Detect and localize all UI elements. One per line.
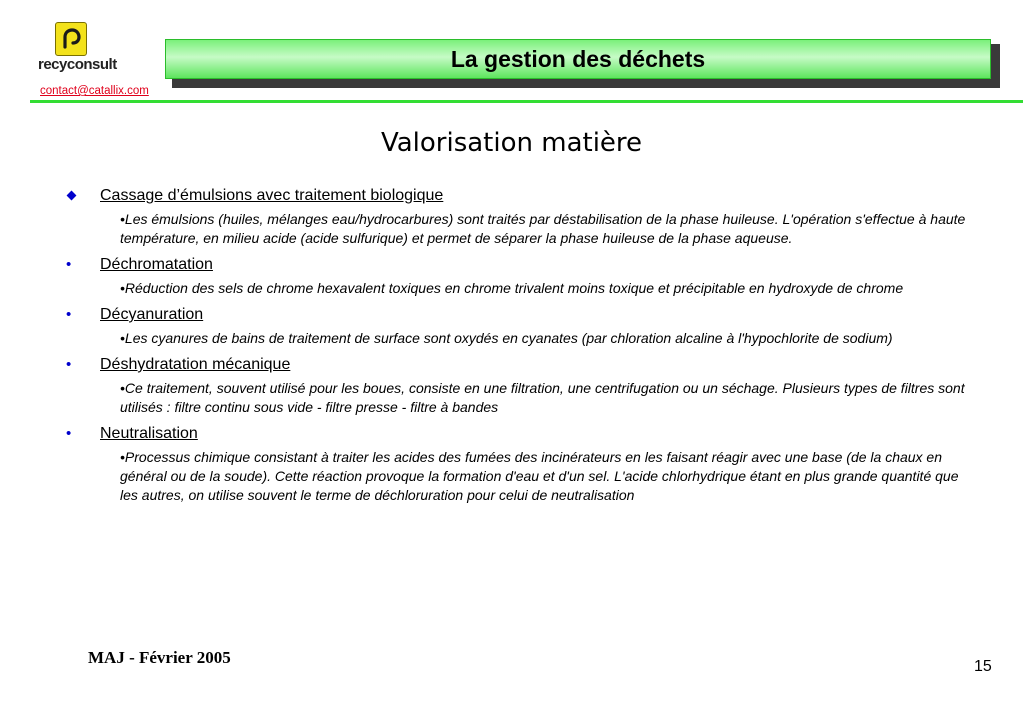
item-heading: Déshydratation mécanique <box>100 356 291 373</box>
bullet-list <box>60 185 980 511</box>
list-item <box>60 185 980 248</box>
logo-wordmark: recyconsult <box>38 56 117 73</box>
slide-subtitle: Valorisation matière <box>380 128 643 158</box>
contact-email-link[interactable]: contact@catallix.com <box>40 85 149 97</box>
list-item <box>60 254 980 298</box>
item-heading: Déchromatation <box>100 256 213 273</box>
recycle-swirl-icon <box>55 22 87 56</box>
item-heading: Neutralisation <box>100 425 198 442</box>
dot-bullet-icon: • <box>66 256 72 273</box>
item-description: •Réduction des sels de chrome hexavalent toxiques en chrome trivalent moins toxique et précipitable en hydroxyde de chrome <box>120 280 904 296</box>
title-bar <box>165 39 991 79</box>
item-description: •Processus chimique consistant à traiter les acides des fumées des incinérateurs en les faisant réagir avec une base (de la chaux en général ou de la soude). Cette réaction provoque la formation d'eau et d'un sel. L'acide chlorhydrique étant en plus grande quantité que les autres, on utilise souvent le terme de déchloruration pour celui de neutralisation <box>120 449 959 503</box>
dot-bullet-icon: • <box>66 306 72 323</box>
list-item <box>60 354 980 417</box>
item-description: •Les cyanures de bains de traitement de surface sont oxydés en cyanates (par chloration alcaline à l'hypochlorite de sodium) <box>120 330 893 346</box>
item-heading: Décyanuration <box>100 306 204 323</box>
dot-bullet-icon: • <box>66 425 72 442</box>
item-description: •Les émulsions (huiles, mélanges eau/hydrocarbures) sont traités par déstabilisation de la phase huileuse. L'opération s'effectue à haute température, en milieu acide (acide sulfurique) et permet de séparer la phase huileuse de la phase aqueuse. <box>120 211 966 246</box>
recyconsult-logo <box>38 22 134 78</box>
footer-date: MAJ - Février 2005 <box>88 648 231 667</box>
slide-header-title: La gestion des déchets <box>450 45 706 72</box>
item-description: •Ce traitement, souvent utilisé pour les boues, consiste en une filtration, une centrifugation ou un séchage. Plusieurs types de filtres sont utilisés : filtre continu sous vide - filtre presse - filtre à bandes <box>120 380 965 415</box>
header-divider <box>30 100 1023 103</box>
list-item <box>60 423 980 505</box>
list-item <box>60 304 980 348</box>
item-heading: Cassage d’émulsions avec traitement biologique <box>100 187 444 204</box>
dot-bullet-icon: • <box>66 356 72 373</box>
diamond-bullet-icon <box>66 188 75 199</box>
page-number: 15 <box>974 658 992 675</box>
